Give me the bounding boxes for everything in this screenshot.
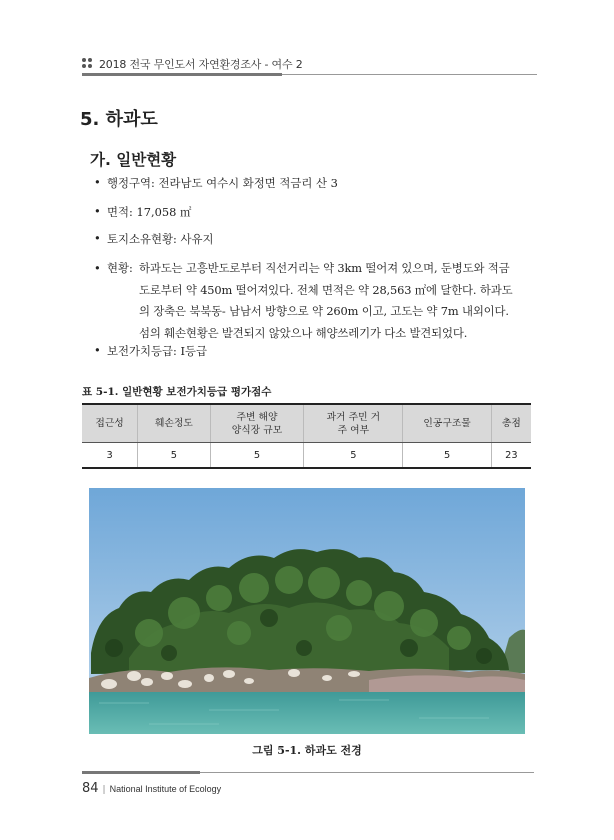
table-cell: 23 bbox=[491, 443, 531, 469]
footer-separator: | bbox=[102, 785, 106, 795]
header-artificial-structures: 인공구조물 bbox=[403, 404, 491, 443]
figure-caption: 그림 5-1. 하과도 전경 bbox=[252, 744, 362, 757]
list-item-ownership: • 토지소유현황: 사유지 bbox=[94, 231, 214, 247]
list-item-admin: • 행정구역: 전라남도 여수시 화정면 적금리 산 3 bbox=[94, 175, 338, 191]
chapter-title: 5. 하과도 bbox=[80, 109, 158, 130]
table-caption: 표 5-1. 일반현황 보전가치등급 평가점수 bbox=[82, 386, 272, 398]
header-title: 2018 전국 무인도서 자연환경조사 - 여수 2 bbox=[99, 58, 303, 71]
island-photo bbox=[89, 488, 525, 734]
page-number: 84 bbox=[82, 781, 99, 796]
header-aquaculture: 주변 해양 양식장 규모 bbox=[210, 404, 304, 443]
header-past-residence: 과거 주민 거 주 여부 bbox=[304, 404, 403, 443]
table-cell: 5 bbox=[304, 443, 403, 469]
section-title: 가. 일반현황 bbox=[90, 151, 177, 169]
header-accessibility: 접근성 bbox=[82, 404, 138, 443]
footer-divider-accent bbox=[82, 771, 200, 774]
logo-icon bbox=[82, 58, 93, 69]
status-description bbox=[107, 258, 540, 344]
institute-name: National Institute of Ecology bbox=[109, 784, 222, 794]
status-line: 의 장축은 북북동- 남남서 방향으로 약 260m 이고, 고도는 약 7m 내외이다. bbox=[139, 304, 509, 318]
table-cell: 5 bbox=[138, 443, 210, 469]
table-row bbox=[82, 443, 531, 469]
status-line: 도로부터 약 450m 떨어져있다. 전체 면적은 약 28,563 ㎡에 달한다. 하과도 bbox=[139, 282, 513, 297]
table-cell: 5 bbox=[403, 443, 491, 469]
header-divider-accent bbox=[82, 73, 282, 76]
running-footer bbox=[82, 781, 221, 796]
status-line: 섬의 훼손현황은 발견되지 않았으나 해양쓰레기가 다소 발견되었다. bbox=[139, 325, 468, 340]
table-cell: 3 bbox=[82, 443, 138, 469]
status-label: • 현황: bbox=[107, 261, 133, 275]
list-item-area: • 면적: 17,058 ㎡ bbox=[94, 204, 191, 220]
header-total: 총점 bbox=[491, 404, 531, 443]
evaluation-table bbox=[82, 403, 531, 469]
header-damage: 훼손정도 bbox=[138, 404, 210, 443]
list-item-grade: • 보전가치등급: Ⅰ등급 bbox=[94, 343, 207, 359]
list-item-status bbox=[94, 258, 540, 344]
running-header bbox=[82, 54, 537, 76]
table-header-row bbox=[82, 404, 531, 443]
status-line: 하과도는 고흥반도로부터 직선거리는 약 3km 떨어져 있으며, 둔병도와 적금 bbox=[139, 261, 510, 275]
table-cell: 5 bbox=[210, 443, 304, 469]
